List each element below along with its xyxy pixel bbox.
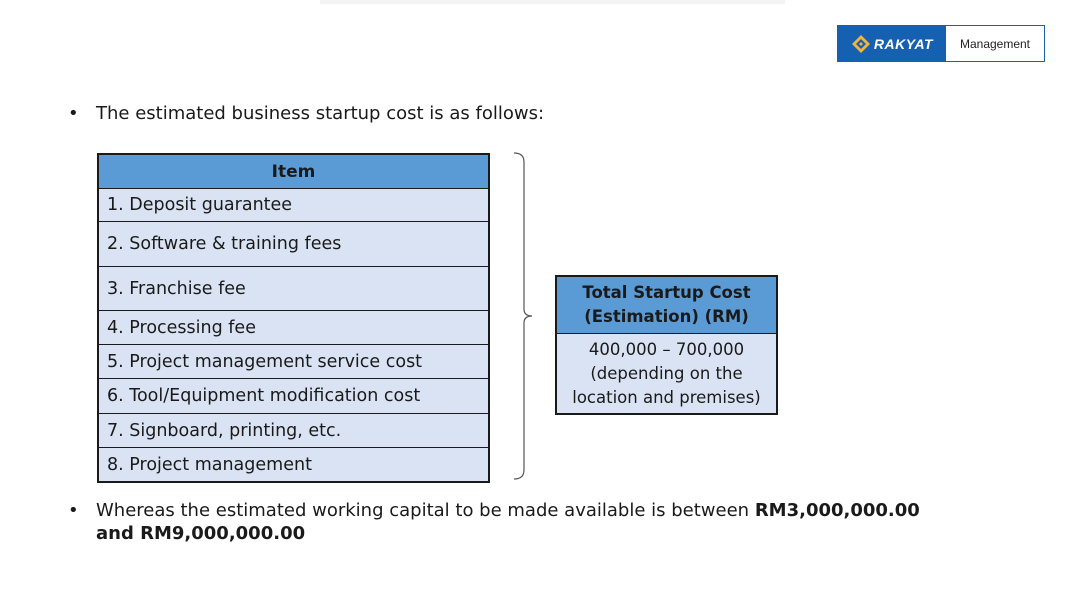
- table-row: 8. Project management: [99, 448, 488, 481]
- total-cost-header-line: Total Startup Cost: [582, 283, 751, 302]
- total-startup-cost-box: [555, 275, 778, 415]
- total-cost-value-line: 400,000 – 700,000: [588, 340, 745, 359]
- items-table-header: Item: [99, 155, 488, 189]
- working-capital-text: Whereas the estimated working capital to be made available is between: [96, 500, 755, 521]
- table-row: 5. Project management service cost: [99, 345, 488, 379]
- logo-brand-panel: [838, 26, 946, 61]
- logo-brand-text: RAKYAT: [873, 35, 934, 52]
- table-row: 3. Franchise fee: [99, 267, 488, 311]
- table-row: 4. Processing fee: [99, 311, 488, 345]
- top-edge-strip: [320, 0, 785, 4]
- rakyat-management-logo: [837, 25, 1045, 62]
- startup-items-table: [97, 153, 490, 483]
- table-row: 6. Tool/Equipment modification cost: [99, 379, 488, 414]
- total-cost-header-line: (Estimation) (RM): [584, 307, 749, 326]
- logo-tagline: Management: [946, 26, 1044, 61]
- rakyat-emblem-icon: [851, 34, 871, 54]
- bullet-startup-cost: [68, 102, 668, 125]
- working-capital-range: RM3,000,000.00 and RM9,000,000.00: [96, 500, 920, 544]
- total-cost-header: [557, 277, 776, 334]
- table-row: 7. Signboard, printing, etc.: [99, 414, 488, 448]
- bullet-dot: •: [68, 500, 79, 521]
- total-cost-value: [557, 334, 776, 413]
- total-cost-value-line: (depending on the: [590, 364, 743, 383]
- bullet-working-capital: [68, 499, 928, 545]
- total-cost-value-line: location and premises): [572, 388, 761, 407]
- bullet-text: The estimated business startup cost is as follows:: [96, 103, 545, 124]
- table-row: 1. Deposit guarantee: [99, 189, 488, 222]
- bullet-text: [96, 499, 928, 545]
- table-row: 2. Software & training fees: [99, 222, 488, 267]
- bullet-dot: •: [68, 103, 79, 124]
- right-curly-bracket: [510, 152, 540, 480]
